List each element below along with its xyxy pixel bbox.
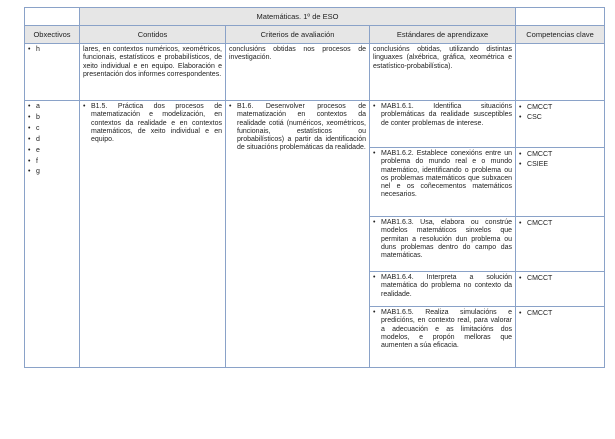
criteria-item: • B1.6. Desenvolver procesos de matematización en contextos da realidade cotiá (numéricos, xeométricos, funcionais, estatísticos ou probabilísticos) a partir da identificación de situacións problemáticas da realidade. <box>229 103 366 152</box>
standard-text: conclusións obtidas, utilizando distintas linguaxes (alxébrica, gráfica, xeométrica e estatístico-probabilística). <box>373 46 513 70</box>
competence-item: • CSIEE <box>519 161 549 168</box>
standards-cell <box>370 307 516 368</box>
header-competences: Competencias clave <box>516 26 605 44</box>
competences-cell <box>516 101 605 148</box>
header-criteria: Criterios de avaliación <box>226 26 370 44</box>
objective-item: • a <box>28 103 40 110</box>
criteria-cell <box>226 101 370 368</box>
objectives-cell <box>25 101 80 368</box>
competence-item: • CMCCT <box>519 310 553 317</box>
header-objectives: Obxectivos <box>25 26 80 44</box>
objective-item: • d <box>28 135 40 143</box>
header-standards: Estándares de aprendizaxe <box>370 26 516 44</box>
standards-cell <box>370 148 516 217</box>
table-title: Matemáticas. 1º de ESO <box>80 8 516 26</box>
standards-cell <box>370 217 516 272</box>
competence-item: • CSC <box>519 114 542 121</box>
title-row <box>25 8 605 26</box>
competences-cell <box>516 272 605 307</box>
competences-cell <box>516 217 605 272</box>
standard-item: • MAB1.6.5. Realiza simulacións e predicións, en contexto real, para valorar a adecuación e as limitacións dos modelos, e propón melloras que aumenten a súa eficacia. <box>373 309 513 350</box>
contents-item: • B1.5. Práctica dos procesos de matematización e modelización, en contextos da realidade e en contextos matemáticos, de xeito individual e en equipo. <box>83 103 222 144</box>
objectives-cell <box>25 44 80 101</box>
criteria-text: conclusións obtidas nos procesos de investigación. <box>229 46 366 62</box>
standards-cell <box>370 272 516 307</box>
objective-item: • f <box>28 157 38 165</box>
standard-item: • MAB1.6.3. Usa, elabora ou constrúe modelos matemáticos sinxelos que permitan a resolución dun problema ou duns problemas dentro do campo das matemáticas. <box>373 219 513 260</box>
blank-corner-cell <box>516 8 605 26</box>
header-row <box>25 26 605 44</box>
curriculum-table <box>24 7 605 368</box>
standard-item: • MAB1.6.1. Identifica situacións problemáticas da realidade susceptibles de conter problemas de interese. <box>373 103 513 127</box>
competences-cell <box>516 307 605 368</box>
competence-item: • CMCCT <box>519 104 553 111</box>
objective-item: • b <box>28 113 40 121</box>
header-contents: Contidos <box>80 26 226 44</box>
objective-item: • g <box>28 168 40 176</box>
objective-item: • e <box>28 146 40 154</box>
contents-cell <box>80 44 226 101</box>
competences-cell <box>516 148 605 217</box>
standard-item: • MAB1.6.2. Establece conexións entre un problema do mundo real e o mundo matemático, identificando o problema ou os problemas matemáticos que subxacen nel e os coñecementos matemáticos necesarios. <box>373 150 513 199</box>
criteria-cell <box>226 44 370 101</box>
standards-cell <box>370 44 516 101</box>
objective-item: • h <box>28 46 40 53</box>
competence-item: • CMCCT <box>519 275 553 282</box>
standard-item: • MAB1.6.4. Interpreta a solución matemática do problema no contexto da realidade. <box>373 274 513 298</box>
blank-corner-cell <box>25 8 80 26</box>
contents-text: lares, en contextos numéricos, xeométricos, funcionais, estatísticos e probabilísticos, de xeito individual e en equipo. Elaboración e presentación dos informes correspondentes. <box>83 46 222 78</box>
standards-cell <box>370 101 516 148</box>
competence-item: • CMCCT <box>519 151 553 158</box>
competence-item: • CMCCT <box>519 220 553 227</box>
table-row <box>25 101 605 148</box>
table-row <box>25 44 605 101</box>
contents-cell <box>80 101 226 368</box>
objective-item: • c <box>28 124 40 132</box>
competences-cell <box>516 44 605 101</box>
